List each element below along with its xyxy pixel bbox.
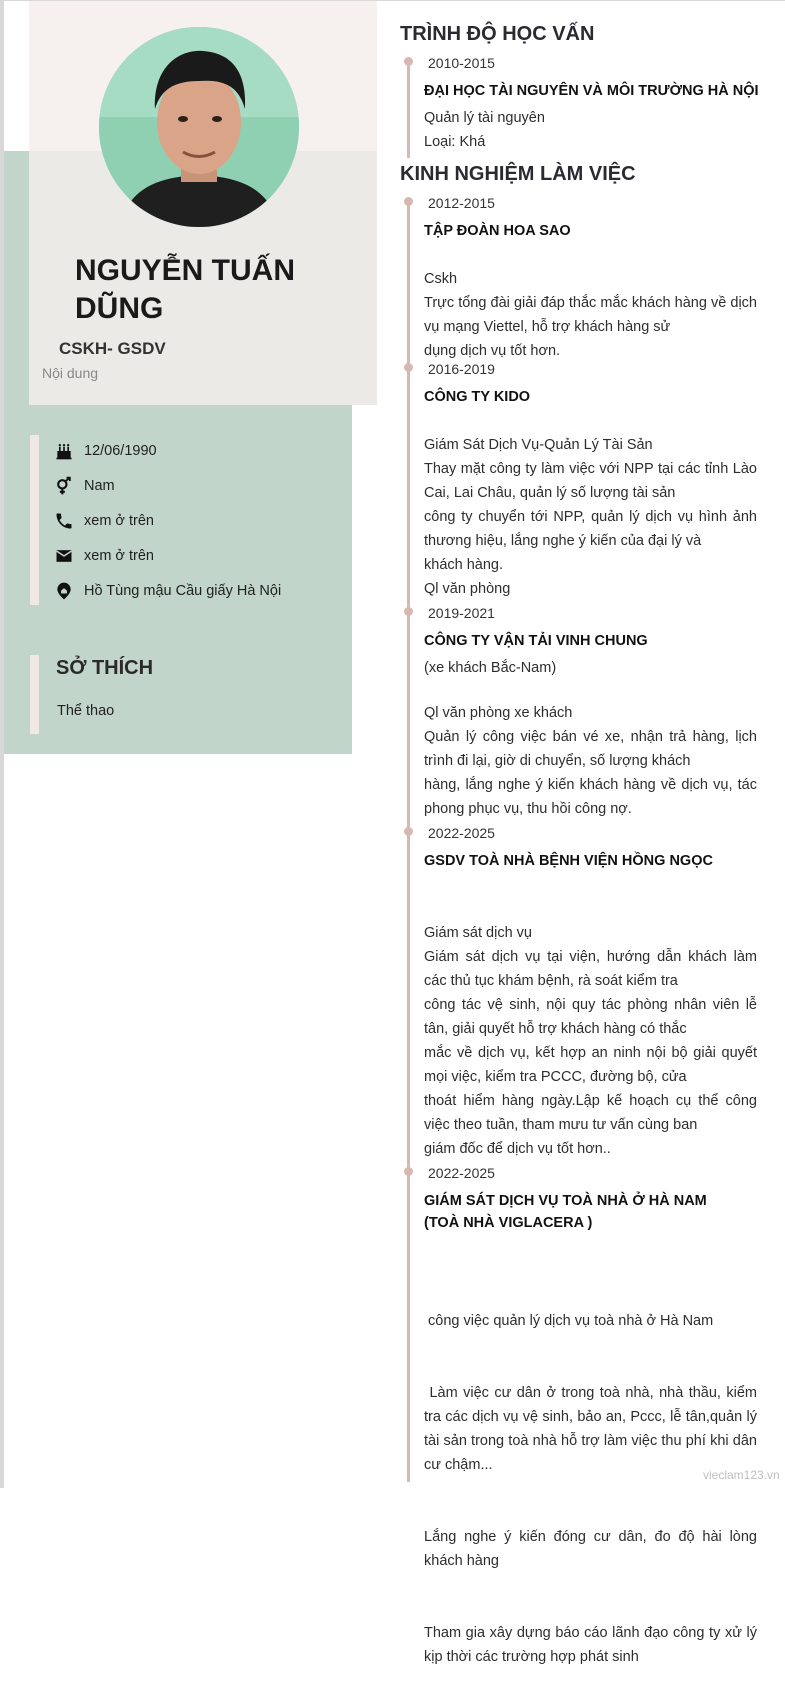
job-line: Làm việc cư dân ở trong toà nhà, nhà thầu, kiểm tra các dịch vụ vệ sinh, bảo an, Pccc, lễ tân,quản lý tài sản trong toà nhà hỗ trợ làm việc thu phí khi dân cư chậm... bbox=[424, 1385, 762, 1473]
contact-address-value: Hồ Tùng mậu Cầu giấy Hà Nội bbox=[84, 583, 282, 599]
timeline-dot bbox=[404, 363, 413, 372]
hobby-accent-bar bbox=[30, 655, 39, 734]
job-line: giám đốc để dịch vụ tốt hơn.. bbox=[424, 1141, 611, 1157]
timeline-dot bbox=[404, 1167, 413, 1176]
timeline-dot bbox=[404, 607, 413, 616]
job-line: Lắng nghe ý kiến đóng cư dân, đo độ hài lòng khách hàng bbox=[424, 1529, 762, 1569]
job-line: hàng, lắng nghe ý kiến khách hàng về dịch vụ, tác phong phục vụ, thu hồi công nợ. bbox=[424, 777, 757, 817]
education-major: Quản lý tài nguyên bbox=[424, 110, 545, 126]
profile-content-label: Nội dung bbox=[42, 365, 99, 381]
job-company: GIÁM SÁT DỊCH VỤ TOÀ NHÀ Ở HÀ NAM bbox=[424, 1193, 707, 1209]
job-description bbox=[424, 433, 757, 601]
avatar bbox=[99, 27, 299, 227]
job-date: 2022-2025 bbox=[428, 825, 495, 841]
cake-icon bbox=[54, 441, 74, 461]
profile-name: NGUYỄN TUẤN DŨNG bbox=[75, 254, 296, 325]
contact-birthday-value: 12/06/1990 bbox=[84, 443, 157, 459]
phone-icon bbox=[54, 511, 74, 531]
job-description bbox=[424, 701, 757, 821]
job-line: Quản lý công việc bán vé xe, nhận trả hàng, lịch trình đi lại, giờ di chuyển, số lượng khách bbox=[424, 729, 757, 769]
gender-icon bbox=[54, 476, 74, 496]
contact-email-value: xem ở trên bbox=[84, 548, 154, 564]
education-details bbox=[424, 106, 757, 154]
contact-phone-value: xem ở trên bbox=[84, 513, 154, 529]
hobby-section-title: SỞ THÍCH bbox=[56, 657, 154, 679]
contact-gender-value: Nam bbox=[84, 478, 115, 494]
contact-accent-bar bbox=[30, 435, 39, 605]
education-timeline bbox=[407, 58, 410, 158]
job-line: Thay mặt công ty làm việc với NPP tại các tỉnh Lào Cai, Lai Châu, quản lý số lượng tài sản bbox=[424, 461, 757, 501]
education-school: ĐẠI HỌC TÀI NGUYÊN VÀ MÔI TRƯỜNG HÀ NỘI bbox=[424, 83, 759, 99]
job-date: 2016-2019 bbox=[428, 361, 495, 377]
job-date: 2012-2015 bbox=[428, 195, 495, 211]
job-line: thoát hiểm hàng ngày.Lập kế hoạch cụ thể công việc theo tuần, tham mưu tư vấn cùng ban bbox=[424, 1093, 757, 1133]
education-section-title: TRÌNH ĐỘ HỌC VẤN bbox=[400, 23, 595, 45]
contact-email bbox=[54, 545, 154, 567]
envelope-icon bbox=[54, 546, 74, 566]
job-company: TẬP ĐOÀN HOA SAO bbox=[424, 223, 571, 239]
job-line: dụng dịch vụ tốt hơn. bbox=[424, 343, 561, 359]
timeline-dot bbox=[404, 57, 413, 66]
contact-phone bbox=[54, 510, 154, 532]
job-line: công tác vệ sinh, nội quy tác phòng nhân viên lễ tân, giải quyết hỗ trợ khách hàng có thắc bbox=[424, 997, 757, 1037]
location-home-icon bbox=[54, 581, 74, 601]
job-line: công ty chuyển tới NPP, quản lý dịch vụ hình ảnh thương hiệu, lắng nghe ý kiến của đại lý và bbox=[424, 509, 757, 549]
job-description bbox=[424, 921, 757, 1161]
job-date: 2019-2021 bbox=[428, 605, 495, 621]
avatar-photo bbox=[99, 27, 299, 227]
experience-timeline bbox=[407, 198, 410, 1482]
job-line: khách hàng. bbox=[424, 557, 504, 573]
job-role: Giám sát dịch vụ bbox=[424, 925, 532, 941]
education-date: 2010-2015 bbox=[428, 55, 495, 71]
education-grade: Loại: Khá bbox=[424, 134, 486, 150]
job-line: Ql văn phòng bbox=[424, 581, 511, 597]
job-line: Giám sát dịch vụ tại viện, hướng dẫn khách làm các thủ tục khám bệnh, rà soát kiểm tra bbox=[424, 949, 757, 989]
contact-gender bbox=[54, 475, 115, 497]
job-line: Trực tổng đài giải đáp thắc mắc khách hàng về dịch vụ mạng Viettel, hỗ trợ khách hàng sử bbox=[424, 295, 757, 335]
job-company-note: (xe khách Bắc-Nam) bbox=[424, 660, 557, 676]
timeline-dot bbox=[404, 197, 413, 206]
job-line: Tham gia xây dựng báo cáo lãnh đạo công ty xử lý kịp thời các trường hợp phát sinh bbox=[424, 1625, 762, 1665]
watermark: vieclam123.vn bbox=[703, 1468, 780, 1482]
experience-section-title: KINH NGHIỆM LÀM VIỆC bbox=[400, 163, 636, 185]
job-description bbox=[424, 267, 757, 363]
job-role: Cskh bbox=[424, 271, 458, 287]
job-role: Giám Sát Dịch Vụ-Quản Lý Tài Sản bbox=[424, 437, 653, 453]
job-company: GSDV TOÀ NHÀ BỆNH VIỆN HỒNG NGỌC bbox=[424, 853, 713, 869]
job-company: CÔNG TY KIDO bbox=[424, 389, 531, 405]
contact-address bbox=[54, 580, 281, 602]
job-role: công việc quản lý dịch vụ toà nhà ở Hà Nam bbox=[424, 1313, 714, 1329]
job-date: 2022-2025 bbox=[428, 1165, 495, 1181]
job-role: Ql văn phòng xe khách bbox=[424, 705, 573, 721]
job-company: CÔNG TY VẬN TẢI VINH CHUNG bbox=[424, 633, 648, 649]
profile-position: CSKH- GSDV bbox=[59, 339, 166, 358]
hobby-item: Thể thao bbox=[57, 703, 115, 719]
job-company-note: (TOÀ NHÀ VIGLACERA ) bbox=[424, 1215, 593, 1231]
job-line: mắc về dịch vụ, kết hợp an ninh nội bộ giải quyết mọi việc, kiểm tra PCCC, đường bộ, cửa bbox=[424, 1045, 757, 1085]
contact-birthday bbox=[54, 440, 157, 462]
timeline-dot bbox=[404, 827, 413, 836]
